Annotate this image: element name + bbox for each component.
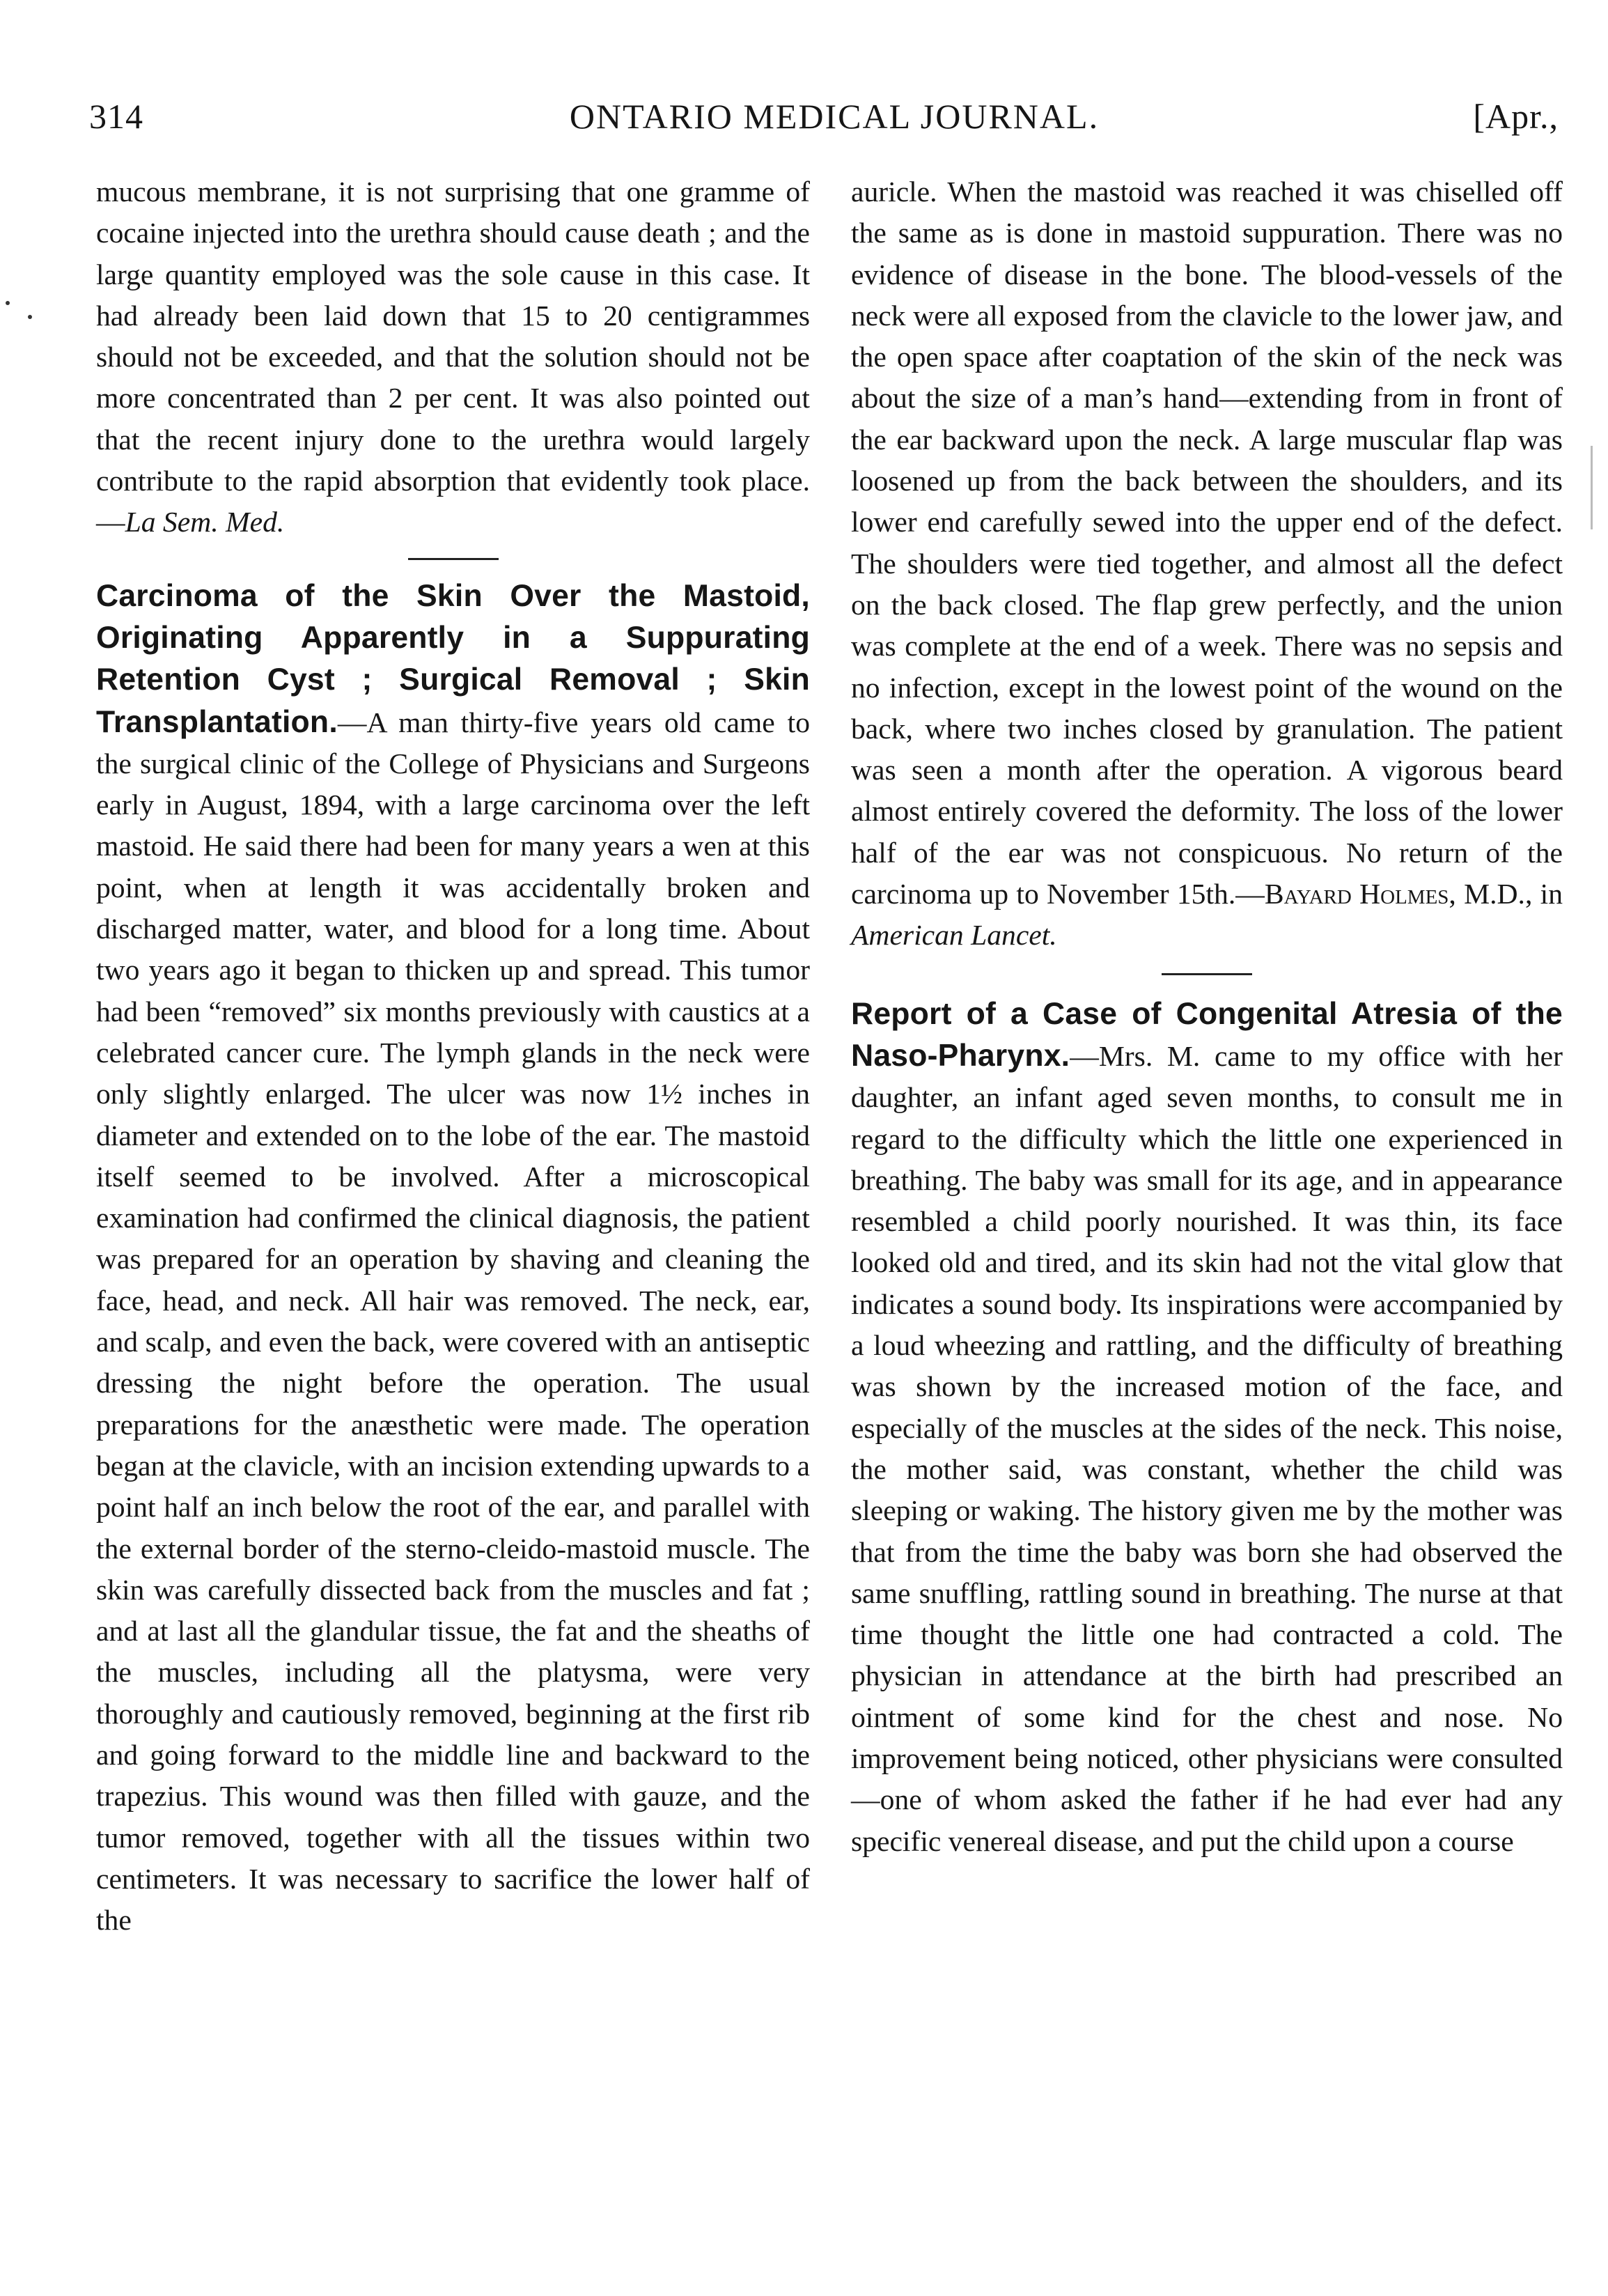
article-body: —A man thirty-five years old came to the surgical clinic of the College of Physicians and Surgeons early in August, 1894, with a large carcinoma over the left mastoid. He said there had been for many years a wen at this point, when at length it was accidentally broken and discharged matter, water, and blood for a long time. About two years ago it began to thicken up and spread. This tumor had been “removed” six months previously with caustics at a celebrated cancer cure. The lymph glands in the neck were only slightly enlarged. The ulcer was now 1½ inches in diameter and extended on to the lobe of the ear. The mastoid itself seemed to be involved. After a microscopical examination had confirmed the clinical diagnosis, the patient was prepared for an operation by shaving and cleaning the face, head, and neck. All hair was removed. The neck, ear, and scalp, and even the back, were covered with an antiseptic dressing the night before the operation. The usual preparations for the anæsthetic were made. The operation began at the clavicle, with an incision extending upwards to a point half an inch below the root of the ear, and parallel with the external border of the sterno-cleido-mastoid muscle. The skin was carefully dissected back from the muscles and fat ; and at last all the glandular tissue, the fat and the sheaths of the muscles, including all the platysma, were very thoroughly and cautiously removed, beginning at the first rib and going forward to the middle line and backward to the trapezius. This wound was then filled with gauze, and the tumor removed, together with all the tissues within two centimeters. It was necessary to sacrifice the lower half of the: [96, 706, 810, 1937]
print-speck: [6, 301, 10, 305]
source-citation: La Sem. Med.: [125, 506, 285, 538]
article-body: —Mrs. M. came to my office with her daughter, an infant aged seven months, to consult me in regard to the difficulty which the little one experienced in breathing. The baby was small for its age, and in appearance resembled a child poorly nourished. It was thin, its face looked old and tired, and its skin had not the vital glow that indicates a sound body. Its inspirations were accompanied by a loud wheezing and rattling, and the difficulty of breathing was shown by the increased motion of the face, and especially of the muscles at the sides of the neck. This noise, the mother said, was constant, whether the child was sleeping or waking. The history given me by the mother was that from the time the baby was born she had observed the same snuffling, rattling sound in breathing. The nurse at that time thought the little one had contracted a cold. The physician in attendance at the birth had prescribed an ointment of some kind for the chest and nose. No improvement being noticed, other physicians were consulted—one of whom asked the father if he had ever had any specific venereal disease, and put the child upon a course: [851, 1039, 1563, 1857]
continued-paragraph: [851, 171, 1563, 956]
article-carcinoma: [96, 575, 810, 1941]
right-column: [851, 171, 1563, 1862]
issue-month: [Apr.,: [1473, 97, 1559, 136]
section-divider: [1162, 973, 1252, 975]
page-number: 314: [89, 97, 143, 136]
continued-text: auricle. When the mastoid was reached it was chiselled off the same as is done in mastoid suppuration. There was no evidence of disease in the bone. The blood-vessels of the neck were all exposed from the clavicle to the lower jaw, and the open space after coaptation of the skin of the neck was about the size of a man’s hand—extending from in front of the ear backward upon the neck. A large muscular flap was loosened up from the back between the shoulders, and its lower end carefully sewed into the upper end of the defect. The shoulders were tied together, and almost all the defect on the back closed. The flap grew perfectly, and the union was complete at the end of a week. There was no sepsis and no infection, except in the lowest point of the wound on the back, where two inches closed by granulation. The patient was seen a month after the operation. A vigorous beard almost entirely covered the deformity. The loss of the lower half of the ear was not conspicuous. No return of the carcinoma up to November 15th.—: [851, 176, 1563, 910]
print-speck: [28, 315, 32, 319]
continued-paragraph: [96, 171, 810, 543]
source-prefix: in: [1540, 878, 1563, 910]
section-divider: [408, 558, 499, 560]
article-headline: Carcinoma of the Skin Over the Mastoid, Originating Apparently in a Suppurating Retention Cyst ; Surgical Removal ; Skin Transplantation.: [96, 578, 810, 739]
continued-text: mucous membrane, it is not surprising that one gramme of cocaine injected into the urethra should cause death ; and the large quantity employed was the sole cause in this case. It had already been laid down that 15 to 20 centigrammes should not be exceeded, and that the solution should not be more concentrated than 2 per cent. It was also pointed out that the recent injury done to the urethra would largely contribute to the rapid absorption that evidently took place.: [96, 176, 810, 497]
article-headline: Report of a Case of Congenital Atresia of the Naso-Pharynx.: [851, 996, 1563, 1073]
left-column: [96, 171, 810, 1941]
scan-edge-mark: [1591, 446, 1593, 529]
em-dash: —: [96, 506, 125, 538]
author-name: Bayard Holmes, M.D.,: [1264, 878, 1533, 910]
article-naso-pharynx: [851, 993, 1563, 1862]
running-head: [89, 96, 1559, 145]
source-citation: American Lancet.: [851, 919, 1057, 952]
journal-title: ONTARIO MEDICAL JOURNAL.: [569, 97, 1100, 136]
